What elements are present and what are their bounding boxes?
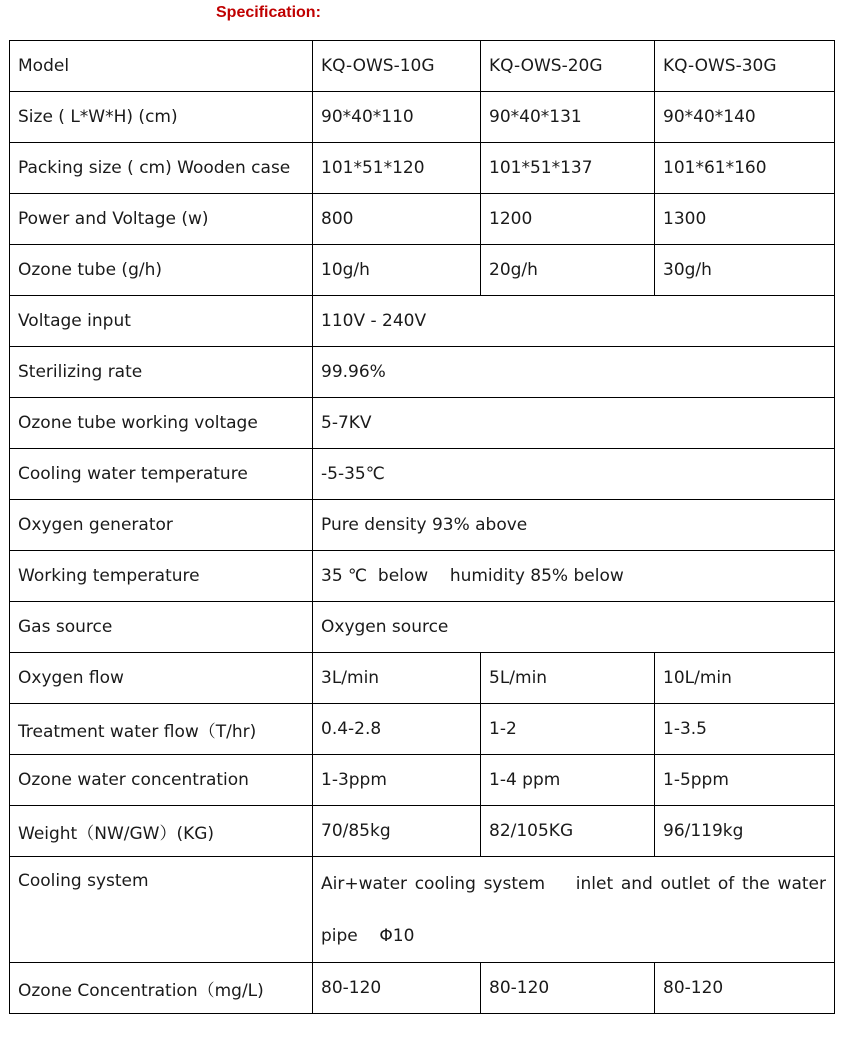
value-cell: Air+water cooling system inlet and outlet of the water pipe Φ10	[313, 857, 835, 963]
value-cell: 35 ℃ below humidity 85% below	[313, 551, 835, 602]
row-label: Ozone water concentration	[10, 755, 313, 806]
value-cell: 1-3ppm	[313, 755, 481, 806]
value-cell: 30g/h	[655, 245, 835, 296]
table-row-weight	[10, 806, 835, 857]
row-label: Ozone tube working voltage	[10, 398, 313, 449]
table-row-working-temperature	[10, 551, 835, 602]
value-cell: -5-35℃	[313, 449, 835, 500]
table-row-cooling-system	[10, 857, 835, 963]
value-cell: 90*40*140	[655, 92, 835, 143]
table-row-ozone-concentration	[10, 963, 835, 1014]
table-row-sterilizing-rate	[10, 347, 835, 398]
value-cell: 10g/h	[313, 245, 481, 296]
row-label: Packing size ( cm) Wooden case	[10, 143, 313, 194]
value-cell: KQ-OWS-10G	[313, 41, 481, 92]
table-row-treatment-water-flow	[10, 704, 835, 755]
row-label: Sterilizing rate	[10, 347, 313, 398]
value-cell: 1-2	[481, 704, 655, 755]
specification-table	[9, 40, 835, 1014]
row-label: Size ( L*W*H) (cm)	[10, 92, 313, 143]
value-cell: 80-120	[481, 963, 655, 1014]
table-row-tube-working-voltage	[10, 398, 835, 449]
row-label: Ozone Concentration（mg/L)	[10, 963, 313, 1014]
table-row-model	[10, 41, 835, 92]
row-label: Voltage input	[10, 296, 313, 347]
row-label: Treatment water flow（T/hr)	[10, 704, 313, 755]
table-row-voltage-input	[10, 296, 835, 347]
value-cell: 90*40*110	[313, 92, 481, 143]
row-label: Gas source	[10, 602, 313, 653]
table-row-cooling-water-temperature	[10, 449, 835, 500]
value-cell: 101*61*160	[655, 143, 835, 194]
row-label: Ozone tube (g/h)	[10, 245, 313, 296]
value-cell: KQ-OWS-20G	[481, 41, 655, 92]
value-cell: 101*51*137	[481, 143, 655, 194]
value-cell: 1200	[481, 194, 655, 245]
value-cell: Pure density 93% above	[313, 500, 835, 551]
value-cell: 90*40*131	[481, 92, 655, 143]
value-cell: 3L/min	[313, 653, 481, 704]
table-row-oxygen-generator	[10, 500, 835, 551]
row-label: Oxygen flow	[10, 653, 313, 704]
row-label: Weight（NW/GW）(KG)	[10, 806, 313, 857]
row-label: Model	[10, 41, 313, 92]
value-cell: 10L/min	[655, 653, 835, 704]
value-cell: 80-120	[655, 963, 835, 1014]
specification-heading: Specification:	[216, 4, 321, 21]
value-cell: 0.4-2.8	[313, 704, 481, 755]
value-cell: 1300	[655, 194, 835, 245]
value-cell: 80-120	[313, 963, 481, 1014]
row-label: Working temperature	[10, 551, 313, 602]
table-row-gas-source	[10, 602, 835, 653]
table-row-packing-size	[10, 143, 835, 194]
value-cell: 101*51*120	[313, 143, 481, 194]
table-row-size	[10, 92, 835, 143]
table-row-power	[10, 194, 835, 245]
value-cell: 5-7KV	[313, 398, 835, 449]
row-label: Cooling water temperature	[10, 449, 313, 500]
value-cell: 20g/h	[481, 245, 655, 296]
row-label: Oxygen generator	[10, 500, 313, 551]
value-cell: Oxygen source	[313, 602, 835, 653]
table-row-ozone-tube	[10, 245, 835, 296]
value-cell: 1-4 ppm	[481, 755, 655, 806]
value-cell: 96/119kg	[655, 806, 835, 857]
value-cell: 70/85kg	[313, 806, 481, 857]
value-cell: KQ-OWS-30G	[655, 41, 835, 92]
value-cell: 800	[313, 194, 481, 245]
value-cell: 110V - 240V	[313, 296, 835, 347]
value-cell: 82/105KG	[481, 806, 655, 857]
table-row-oxygen-flow	[10, 653, 835, 704]
value-cell: 1-3.5	[655, 704, 835, 755]
value-cell: 5L/min	[481, 653, 655, 704]
row-label: Cooling system	[10, 857, 313, 963]
value-cell: 99.96%	[313, 347, 835, 398]
value-cell: 1-5ppm	[655, 755, 835, 806]
table-row-ozone-water-concentration	[10, 755, 835, 806]
row-label: Power and Voltage (w)	[10, 194, 313, 245]
